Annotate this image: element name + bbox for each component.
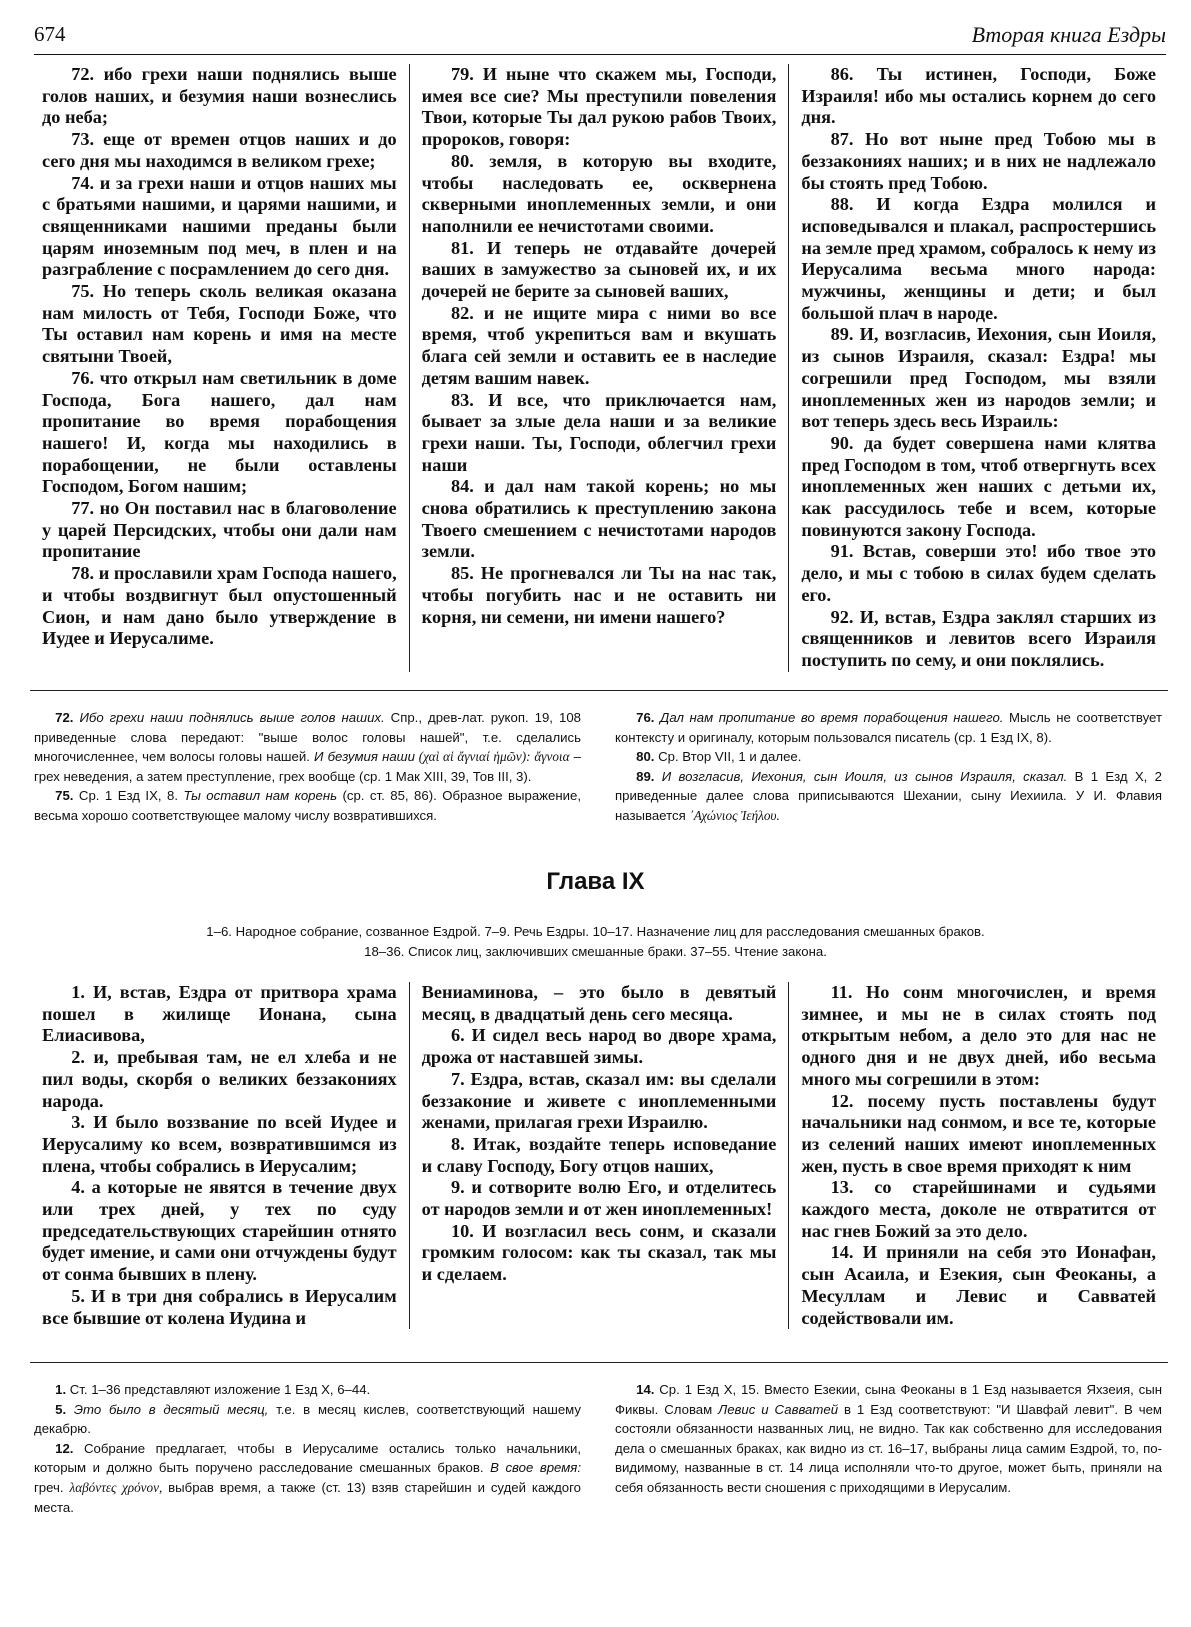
footnote: 5. Это было в десятый месяц, т.е. в месяц кислев, соответствующий нашему декабрю. [34, 1401, 581, 1437]
page-number: 674 [34, 22, 66, 46]
header-rule [34, 54, 1166, 55]
verse: 90. да будет совершена нами клятва пред Господом в том, чтоб отвергнуть всех иноплеменных жен наших с детьми их, как рассудилось тебе и всем, которые повинуются закону Господа. [801, 432, 1157, 540]
footnote: 14. Ср. 1 Езд X, 15. Вместо Езекии, сына Феоканы в 1 Езд называется Яхзеия, сын Фиквы. Словам Левис и Савватей в 1 Езд соответствуют: "И Шавфай левит". В чем состояли обязанности названных лиц, не видно. Так как собственно для исследования дела о смешанных браках, как видно из ст. 16–17, выбраны лица самим Ездрой, то, по-видимому, названные в ст. 14 лица исполняли что-то другое, может быть, приняли на себя обязанность вести сношения с приходящими в Иерусалим. [615, 1382, 1162, 1495]
verse: 1. И, встав, Ездра от притвора храма пошел в жилище Ионана, сына Елиасивова, [42, 982, 397, 1046]
verses-bottom [30, 982, 1168, 1329]
chapter-title: Глава IX [546, 868, 645, 895]
verse: 78. и прославили храм Господа нашего, и чтобы воздвигнут был опустошенный Сион, и нам дано было утверждение в Иудее и Иерусалиме. [42, 563, 397, 649]
verse: 91. Встав, соверши это! ибо твое это дело, и мы с тобою в силах будем сделать его. [801, 541, 1157, 605]
verse: 88. И когда Ездра молился и исповедывался и плакал, распростершись на земле пред храмом, собралось к нему из Иерусалима весьма много народа: мужчины, женщины и дети; и был большой плач в народе. [801, 194, 1157, 323]
verse: 8. Итак, воздайте теперь исповедание и славу Господу, Богу отцов наших, [421, 1133, 777, 1176]
verse: 85. Не прогневался ли Ты на нас так, чтобы погубить нас и не оставить ни корня, ни семени, ни имени нашего? [421, 563, 777, 627]
footnote-separator [30, 1362, 1168, 1363]
verse-continuation: Вениаминова, – это было в девятый месяц, в двадцатый день сего месяца. [421, 982, 777, 1024]
verse: 73. еще от времен отцов наших и до сего дня мы находимся в великом грехе; [42, 129, 397, 171]
verse: 9. и сотворите волю Его, и отделитесь от народов земли и от жен иноплеменных! [421, 1177, 777, 1220]
verse: 89. И, возгласив, Иехония, сын Иоиля, из сынов Израиля, сказал: Ездра! мы согрешили пред Господом, мы взяли иноплеменных жен из народов земли; и вот теперь здесь весь Израиль: [801, 324, 1157, 432]
verse: 7. Ездра, встав, сказал им: вы сделали беззаконие и живете с иноплеменными женами, прилагая грехи Израилю. [421, 1068, 777, 1133]
running-title: Вторая книга Ездры [971, 22, 1166, 47]
verse: 5. И в три дня собрались в Иерусалим все бывшие от колена Иудина и [42, 1285, 397, 1328]
footnotes-top [34, 708, 1162, 826]
footnote: 75. Ср. 1 Езд IX, 8. Ты оставил нам корень (ср. ст. 85, 86). Образное выражение, весьма хорошо соответствующее малому числу возвратившихся. [34, 788, 581, 823]
verse: 75. Но теперь сколь великая оказана нам милость от Тебя, Господи Боже, что Ты оставил нам корень и имя на месте святыни Твоей, [42, 281, 397, 367]
footnotes-bottom [34, 1380, 1162, 1517]
verses-top [30, 64, 1168, 672]
verse: 12. посему пусть поставлены будут начальники над сонмом, и все те, которые из селений наших имеют иноплеменных жен, пусть в свое время приходят к ним [801, 1090, 1157, 1176]
footnotes-top-right [615, 708, 1162, 826]
verse: 13. со старейшинами и судьями каждого места, доколе не отвратится от нас гнев Божий за это дело. [801, 1177, 1157, 1241]
footnote: 1. Ст. 1–36 представляют изложение 1 Езд X, 6–44. [55, 1382, 371, 1397]
footnotes-bottom-right [615, 1380, 1162, 1517]
verse: 11. Но сонм многочислен, и время зимнее, и мы не в силах стоять под открытым небом, а дело это для нас не одного дня и не двух дней, ибо весьма много мы согрешили в этом: [801, 982, 1157, 1089]
verse: 82. и не ищите мира с ними во все время, чтоб укрепиться вам и вкушать блага сей земли и оставить ее в наследие детям вашим навек. [421, 302, 777, 388]
verse: 77. но Он поставил нас в благоволение у царей Персидских, чтобы они дали нам пропитание [42, 498, 397, 562]
verse: 80. земля, в которую вы входите, чтобы наследовать ее, осквернена скверными иноплеменных земли, и они наполнили ее нечистотами своими. [421, 150, 777, 236]
verse: 86. Ты истинен, Господи, Боже Израиля! ибо мы остались корнем до сего дня. [801, 64, 1157, 128]
verse: 84. и дал нам такой корень; но мы снова обратились к преступлению закона Твоего смешением с нечистотами народов земли. [421, 476, 777, 562]
verses-bottom-col-2 [409, 982, 789, 1329]
verses-bottom-col-1 [30, 982, 409, 1329]
verses-top-col-2 [409, 64, 789, 672]
footnote: 12. Собрание предлагает, чтобы в Иерусалиме остались только начальники, которым и должно быть поручено расследование смешанных браков. В свое время: греч. λαβόντες χρόνον, выбрав время, а также (ст. 13) взяв старейшин и судей каждого места. [34, 1440, 581, 1515]
page-header [34, 18, 1166, 54]
verse: 81. И теперь не отдавайте дочерей ваших в замужество за сыновей их, и их дочерей не берите за сыновей ваших, [421, 237, 777, 302]
verse: 87. Но вот ныне пред Тобою мы в беззакониях наших; и в них не надлежало бы стоять пред Тобою. [801, 129, 1157, 193]
footnote: 80. Ср. Втор VII, 1 и далее. [636, 749, 802, 765]
footnote: 89. И возгласив, Иехония, сын Иоиля, из сынов Израиля, сказал. В 1 Езд X, 2 приведенные далее слова приписываются Шехании, сыну Иехиила. У И. Флавия называется ᾿Αχώνιος Ἰεήλου. [615, 768, 1162, 823]
verse: 92. И, встав, Ездра заклял старших из священников и левитов всего Израиля поступить по сему, и они поклялись. [801, 606, 1157, 670]
verse: 6. И сидел весь народ во дворе храма, дрожа от наставшей зимы. [421, 1025, 777, 1068]
verse: 74. и за грехи наши и отцов наших мы с братьями нашими, и царями нашими, и священниками нашими преданы были царям иноземным под меч, в плен и на разграбление с посрамлением до сего дня. [42, 172, 397, 280]
verse: 2. и, пребывая там, не ел хлеба и не пил воды, скорбя о великих беззакониях народа. [42, 1047, 397, 1111]
verse: 79. И ныне что скажем мы, Господи, имея все сие? Мы преступили повеления Твои, которые Ты дал рукою рабов Твоих, пророков, говоря: [421, 64, 777, 150]
chapter-summary-line-2: 18–36. Список лиц, заключивших смешанные браки. 37–55. Чтение закона. [364, 944, 827, 959]
verses-top-col-1 [30, 64, 409, 672]
verse: 14. И приняли на себя это Ионафан, сын Асаила, и Езекия, сын Феоканы, а Месуллам и Левис и Савватей содействовали им. [801, 1242, 1157, 1328]
verse: 4. а которые не явятся в течение двух или трех дней, у тех по суду председательствующих старейшин отнято будет имение, и сами они отчуждены будут от сонма бывших в плену. [42, 1177, 397, 1285]
verse: 83. И все, что приключается нам, бывает за злые дела наши и за великие грехи наши. Ты, Господи, облегчил грехи наши [421, 389, 777, 475]
footnotes-top-left [34, 708, 581, 826]
verse: 72. ибо грехи наши поднялись выше голов наших, и безумия наши вознеслись до неба; [42, 64, 397, 128]
verse: 10. И возгласил весь сонм, и сказали громким голосом: как ты сказал, так мы и сделаем. [421, 1220, 777, 1285]
verse: 3. И было воззвание по всей Иудее и Иерусалиму ко всем, возвратившимся из плена, чтобы собрались в Иерусалим; [42, 1112, 397, 1176]
footnote: 72. Ибо грехи наши поднялись выше голов наших. Спр., древ-лат. рукоп. 19, 108 приведенные слова передают: "выше волос головы нашей", т.е. сделались многочисленнее, чем волосы головы нашей. И безумия наши (χαὶ αἱ ἄγνιαί ἡμῶν): ἄγνοια – грех неведения, а затем преступление, грех вообще (ср. 1 Мак XIII, 39, Тов III, 3). [34, 710, 581, 784]
chapter-summary-line-1: 1–6. Народное собрание, созванное Ездрой. 7–9. Речь Ездры. 10–17. Назначение лиц для расследования смешанных браков. [206, 924, 985, 939]
footnotes-bottom-left [34, 1380, 581, 1517]
verses-bottom-col-3 [788, 982, 1168, 1329]
footnote: 76. Дал нам пропитание во время порабощения нашего. Мысль не соответствует контексту и оригиналу, которым пользовался писатель (ср. 1 Езд IX, 8). [615, 710, 1162, 745]
footnote-separator [30, 690, 1168, 691]
verses-top-col-3 [788, 64, 1168, 672]
verse: 76. что открыл нам светильник в доме Господа, Бога нашего, дал нам пропитание во время порабощения нашего! И, когда мы находились в порабощении, не были оставлены Господом, Богом нашим; [42, 367, 397, 497]
